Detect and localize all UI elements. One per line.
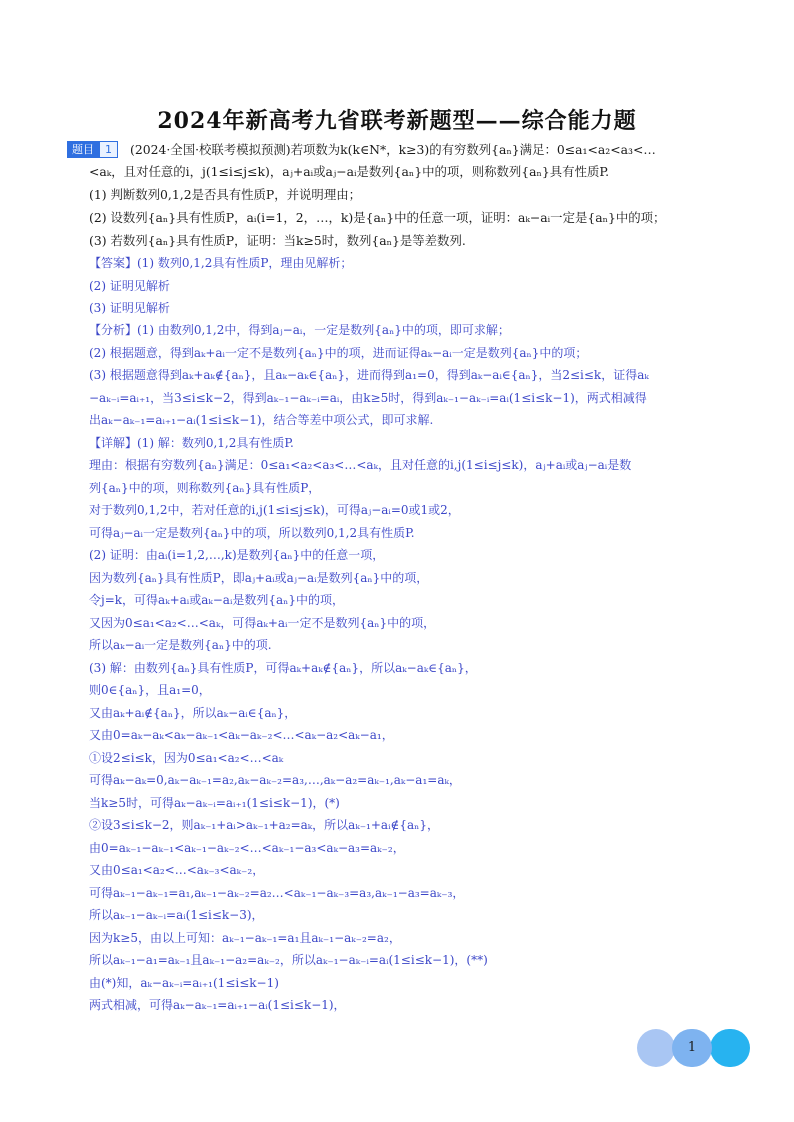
page-number: 1 — [687, 1040, 697, 1055]
solution-line: 对于数列0,1,2中，若对任意的i,j(1≤i≤j≤k)，可得aⱼ−aᵢ=0或1或2， — [89, 503, 460, 517]
solution-line: 列{aₙ}中的项，则称数列{aₙ}具有性质P， — [89, 481, 321, 495]
badge-number: 1 — [99, 141, 118, 158]
badge-label: 题目 — [67, 141, 99, 158]
solution-line: 可得aₖ−aₖ=0,aₖ−aₖ₋₁=a₂,aₖ−aₖ₋₂=a₃,…,aₖ−a₂=aₖ₋₁,aₖ−a₁=aₖ， — [89, 773, 461, 787]
question-line: <aₖ，且对任意的i，j(1≤i≤j≤k)，aⱼ+aᵢ或aⱼ−aᵢ是数列{aₙ}中的项，则称数列{aₙ}具有性质P. — [89, 164, 610, 179]
page-decoration-circle — [710, 1029, 750, 1067]
solution-line: 出aₖ−aₖ₋₁=aᵢ₊₁−aᵢ(1≤i≤k−1)，结合等差中项公式，即可求解. — [89, 413, 434, 427]
solution-line: 又由0≤a₁<a₂<…<aₖ₋₃<aₖ₋₂， — [89, 863, 265, 877]
page-title: 2024年新高考九省联考新题型——综合能力题 — [157, 108, 637, 134]
question-line: (1) 判断数列0,1,2是否具有性质P，并说明理由； — [89, 187, 361, 202]
solution-line: 可得aⱼ−aᵢ一定是数列{aₙ}中的项，所以数列0,1,2具有性质P. — [89, 526, 415, 540]
question-line: (2) 设数列{aₙ}具有性质P，aᵢ(i=1，2，…，k)是{aₙ}中的任意一项，证明：aₖ−aᵢ一定是{aₙ}中的项； — [89, 210, 666, 225]
solution-line: (3) 根据题意得到aₖ+aₖ∉{aₙ}，且aₖ−aₖ∈{aₙ}，进而得到a₁=0，得到aₖ−aᵢ∈{aₙ}，当2≤i≤k，证得aₖ — [89, 368, 649, 382]
question-line: (3) 若数列{aₙ}具有性质P，证明：当k≥5时，数列{aₙ}是等差数列. — [89, 233, 466, 248]
solution-line: 因为数列{aₙ}具有性质P，即aⱼ+aᵢ或aⱼ−aᵢ是数列{aₙ}中的项， — [89, 571, 429, 585]
solution-line: 【分析】(1) 由数列0,1,2中，得到aⱼ−aᵢ，一定是数列{aₙ}中的项，即可求解； — [89, 323, 510, 337]
solution-line: −aₖ₋ᵢ=aᵢ₊₁，当3≤i≤k−2，得到aₖ₋₁−aₖ₋ᵢ=aᵢ，由k≥5时，得到aₖ₋₁−aₖ₋ᵢ=aᵢ(1≤i≤k−1)，两式相减得 — [89, 391, 647, 405]
solution-line: 由(*)知，aₖ−aₖ₋ᵢ=aᵢ₊₁(1≤i≤k−1) — [89, 976, 279, 990]
solution-line: 所以aₖ₋₁−a₁=aₖ₋₁且aₖ₋₁−a₂=aₖ₋₂，所以aₖ₋₁−aₖ₋ᵢ=aᵢ(1≤i≤k−1)，(**) — [89, 953, 488, 967]
solution-line: 两式相减，可得aₖ−aₖ₋₁=aᵢ₊₁−aᵢ(1≤i≤k−1)， — [89, 998, 346, 1012]
solution-line: 则0∈{aₙ}，且a₁=0， — [89, 683, 211, 697]
solution-line: 可得aₖ₋₁−aₖ₋₁=a₁,aₖ₋₁−aₖ₋₂=a₂…<aₖ₋₁−aₖ₋₃=a₃,aₖ₋₁−a₃=aₖ₋₃， — [89, 886, 465, 900]
solution-line: 【详解】(1) 解：数列0,1,2具有性质P. — [89, 436, 294, 450]
question-line: (2024·全国·校联考模拟预测)若项数为k(k∈N*，k≥3)的有穷数列{aₙ}满足：0≤a₁<a₂<a₃<… — [130, 142, 656, 157]
solution-line: 又由0=aₖ−aₖ<aₖ−aₖ₋₁<aₖ−aₖ₋₂<…<aₖ−a₂<aₖ−a₁， — [89, 728, 394, 742]
solution-line: (3) 解：由数列{aₙ}具有性质P，可得aₖ+aₖ∉{aₙ}，所以aₖ−aₖ∈{aₙ}， — [89, 661, 477, 675]
solution-line: 所以aₖ₋₁−aₖ₋ᵢ=aᵢ(1≤i≤k−3)， — [89, 908, 264, 922]
solution-line: 令j=k，可得aₖ+aᵢ或aₖ−aᵢ是数列{aₙ}中的项， — [89, 593, 344, 607]
solution-line: ①设2≤i≤k，因为0≤a₁<a₂<…<aₖ — [89, 751, 284, 765]
solution-line: 由0=aₖ₋₁−aₖ₋₁<aₖ₋₁−aₖ₋₂<…<aₖ₋₁−a₃<aₖ−a₃=aₖ₋₂， — [89, 841, 405, 855]
question-badge — [67, 141, 118, 158]
solution-line: ②设3≤i≤k−2，则aₖ₋₁+aᵢ>aₖ₋₁+a₂=aₖ，所以aₖ₋₁+aᵢ∉{aₙ}， — [89, 818, 439, 832]
solution-line: 又由aₖ+aᵢ∉{aₙ}，所以aₖ−aᵢ∈{aₙ}， — [89, 706, 297, 720]
solution-line: 所以aₖ−aᵢ一定是数列{aₙ}中的项. — [89, 638, 272, 652]
solution-line: (2) 证明见解析 — [89, 279, 170, 293]
solution-line: (2) 证明：由aᵢ(i=1,2,…,k)是数列{aₙ}中的任意一项， — [89, 548, 385, 562]
solution-line: 【答案】(1) 数列0,1,2具有性质P，理由见解析； — [89, 256, 353, 270]
solution-line: (3) 证明见解析 — [89, 301, 170, 315]
solution-line: 又因为0≤a₁<a₂<…<aₖ，可得aₖ+aᵢ一定不是数列{aₙ}中的项， — [89, 616, 436, 630]
solution-line: 理由：根据有穷数列{aₙ}满足：0≤a₁<a₂<a₃<…<aₖ，且对任意的i,j(1≤i≤j≤k)，aⱼ+aᵢ或aⱼ−aᵢ是数 — [89, 458, 632, 472]
page-decoration-circle — [637, 1029, 675, 1067]
solution-line: 因为k≥5，由以上可知：aₖ₋₁−aₖ₋₁=a₁且aₖ₋₁−aₖ₋₂=a₂， — [89, 931, 401, 945]
solution-line: 当k≥5时，可得aₖ−aₖ₋ᵢ=aᵢ₊₁(1≤i≤k−1)，(*) — [89, 796, 340, 810]
solution-line: (2) 根据题意，得到aₖ+aᵢ一定不是数列{aₙ}中的项，进而证得aₖ−aᵢ一定是数列{aₙ}中的项； — [89, 346, 588, 360]
